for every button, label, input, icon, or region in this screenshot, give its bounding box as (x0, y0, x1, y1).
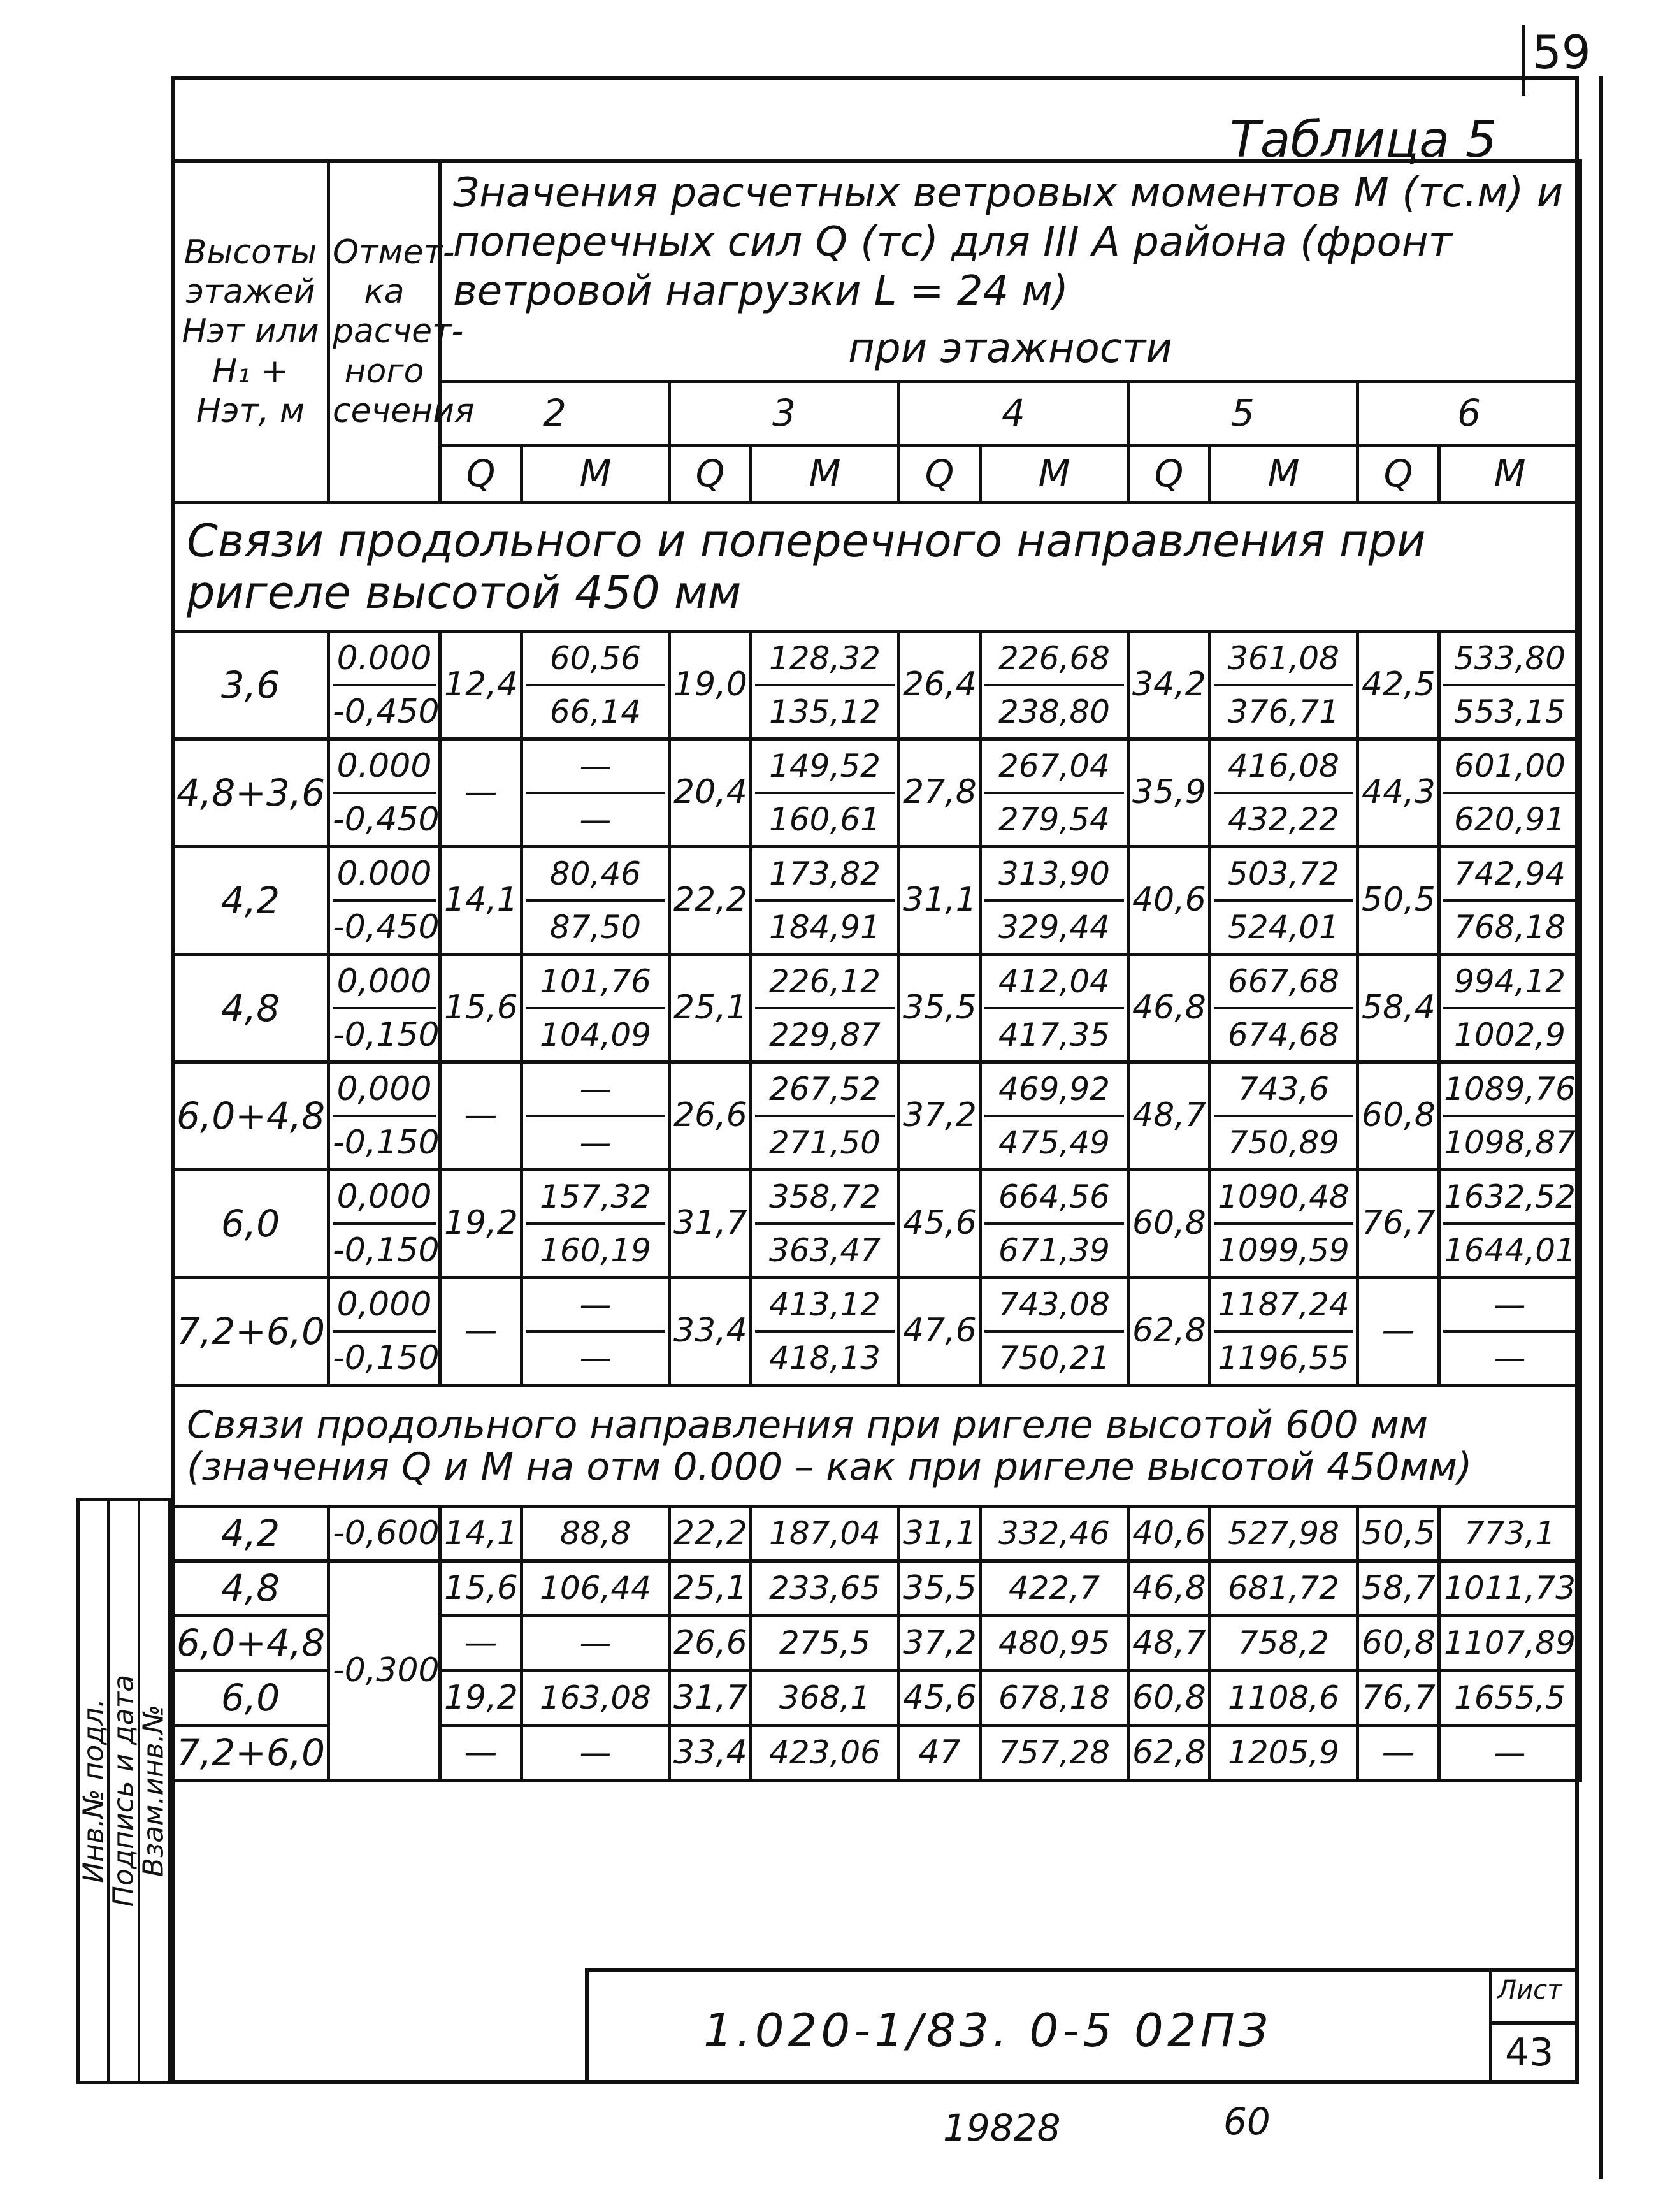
m-value-top: 226,68 (998, 640, 1110, 677)
m-value: 163,08 (522, 1671, 670, 1726)
height-cell: 6,0+4,8 (173, 1616, 329, 1671)
q-value: 58,4 (1358, 955, 1439, 1062)
m-value-top: 101,76 (540, 963, 651, 1001)
q-value: 35,9 (1128, 739, 1210, 847)
wind-load-table (171, 159, 1582, 1787)
level-cell (329, 1062, 440, 1170)
m-value-bottom: 620,91 (1443, 792, 1576, 845)
m-value: 332,46 (981, 1507, 1128, 1561)
m-value: 1011,73 (1439, 1561, 1581, 1616)
storey-6: 6 (1358, 382, 1581, 445)
m-value-pair (1439, 739, 1581, 847)
table-row (173, 739, 1581, 847)
m-value-top: 361,08 (1228, 640, 1339, 677)
m-value-bottom: 66,14 (526, 684, 665, 737)
q-value: 47,6 (899, 1278, 981, 1385)
m-value-pair (1439, 1062, 1581, 1170)
q-value: 12,4 (440, 632, 522, 739)
q-value: — (440, 739, 522, 847)
q-value: 44,3 (1358, 739, 1439, 847)
level-cell: -0,300 (329, 1561, 440, 1781)
m-value-pair (1210, 1062, 1358, 1170)
sheet-number: 43 (1505, 2030, 1554, 2075)
sheet-label: Лист (1497, 1976, 1562, 2005)
m-value-bottom: 475,49 (984, 1115, 1124, 1168)
m-value-pair (981, 1170, 1128, 1278)
m-value-bottom: 750,89 (1214, 1115, 1353, 1168)
m-value-top: 601,00 (1454, 748, 1566, 785)
q-value: 37,2 (899, 1062, 981, 1170)
q-value: 26,6 (670, 1062, 751, 1170)
q-value: 15,6 (440, 955, 522, 1062)
m-value-bottom: 1002,9 (1443, 1007, 1576, 1060)
m-value-bottom: 376,71 (1214, 684, 1353, 737)
m-value-pair (1210, 955, 1358, 1062)
level-top: 0,000 (336, 962, 432, 1001)
m-value-pair (1210, 1278, 1358, 1385)
m-value: 106,44 (522, 1561, 670, 1616)
m-value: 187,04 (751, 1507, 899, 1561)
m-value: — (1439, 1726, 1581, 1781)
q-value: 60,8 (1358, 1062, 1439, 1170)
m-value: 681,72 (1210, 1561, 1358, 1616)
m-value-top: 743,08 (998, 1286, 1110, 1324)
height-cell: 6,0 (173, 1170, 329, 1278)
section1-title: Связи продольного и поперечного направления при ригеле высотой 450 мм (173, 503, 1581, 632)
q-value: 37,2 (899, 1616, 981, 1671)
height-cell: 4,2 (173, 1507, 329, 1561)
m-value: 1655,5 (1439, 1671, 1581, 1726)
height-cell: 7,2+6,0 (173, 1278, 329, 1385)
height-cell: 4,8 (173, 1561, 329, 1616)
m-value-top: 226,12 (769, 963, 881, 1001)
m-value: 678,18 (981, 1671, 1128, 1726)
m-value-bottom: — (526, 1330, 665, 1384)
storey-3: 3 (670, 382, 899, 445)
m-value-top: 533,80 (1454, 640, 1566, 677)
title-stamp (585, 1968, 1579, 2084)
m-value-top: 1187,24 (1218, 1286, 1350, 1324)
m-value-pair (522, 739, 670, 847)
values-title-text: Значения расчетных ветровых моментов М (тс.м) и поперечных сил Q (тс) для III А района (фронт ветровой нагрузки L = 24 м) (453, 170, 1564, 315)
q-header: Q (1358, 445, 1439, 503)
q-value: — (1358, 1278, 1439, 1385)
header-values-title (440, 161, 1581, 382)
q-value: 31,7 (670, 1170, 751, 1278)
m-value-top: 412,04 (998, 963, 1110, 1001)
m-value-bottom: 279,54 (984, 792, 1124, 845)
sheet-box (1489, 1972, 1575, 2084)
m-header: M (751, 445, 899, 503)
m-value-pair (751, 1278, 899, 1385)
q-value: 40,6 (1128, 1507, 1210, 1561)
q-value: 19,0 (670, 632, 751, 739)
m-value-bottom: 160,19 (526, 1222, 665, 1276)
table-row (173, 1561, 1581, 1616)
m-value-bottom: 1196,55 (1214, 1330, 1353, 1384)
m-value: — (522, 1726, 670, 1781)
m-value-top: 1632,52 (1444, 1178, 1576, 1216)
m-value-top: — (579, 1286, 612, 1324)
m-value-bottom: — (526, 1115, 665, 1168)
m-value-top: — (1494, 1286, 1526, 1324)
m-value: 1107,89 (1439, 1616, 1581, 1671)
q-value: 31,1 (899, 1507, 981, 1561)
level-top: 0,000 (336, 1285, 432, 1324)
m-value-pair (1439, 1170, 1581, 1278)
m-value-bottom: 87,50 (526, 899, 665, 953)
m-value-pair (751, 955, 899, 1062)
level-cell (329, 739, 440, 847)
m-value-top: 60,56 (549, 640, 642, 677)
q-value: 34,2 (1128, 632, 1210, 739)
q-value: — (440, 1062, 522, 1170)
m-value-pair (522, 1278, 670, 1385)
m-value-pair (981, 1278, 1128, 1385)
m-value-bottom: 553,15 (1443, 684, 1576, 737)
m-value-top: — (579, 748, 612, 785)
m-value: 773,1 (1439, 1507, 1581, 1561)
q-value: 22,2 (670, 1507, 751, 1561)
height-cell: 6,0+4,8 (173, 1062, 329, 1170)
table-row (173, 1507, 1581, 1561)
q-header: Q (899, 445, 981, 503)
q-value: 76,7 (1358, 1671, 1439, 1726)
m-value-bottom: — (526, 792, 665, 845)
level-cell (329, 847, 440, 955)
q-value: 60,8 (1128, 1170, 1210, 1278)
level-bottom: -0,150 (333, 1330, 436, 1384)
table-row (173, 1278, 1581, 1385)
footer-left-number: 19828 (943, 2106, 1061, 2150)
m-value-pair (522, 955, 670, 1062)
m-value-pair (1210, 632, 1358, 739)
m-value-top: 742,94 (1454, 855, 1566, 893)
m-value-bottom: 1098,87 (1443, 1115, 1576, 1168)
q-value: 46,8 (1128, 955, 1210, 1062)
q-header: Q (1128, 445, 1210, 503)
q-value: 45,6 (899, 1671, 981, 1726)
header-level: Отмет- ка расчет- ного сечения (329, 161, 440, 503)
table-row (173, 632, 1581, 739)
m-header: M (1210, 445, 1358, 503)
m-value-bottom: 271,50 (755, 1115, 895, 1168)
section2-title: Связи продольного направления при ригеле высотой 600 мм (значения Q и M на отм 0.000 – как при ригеле высотой 450мм) (173, 1385, 1581, 1507)
q-value: 20,4 (670, 739, 751, 847)
q-value: 40,6 (1128, 847, 1210, 955)
q-value: 14,1 (440, 1507, 522, 1561)
m-value-top: 664,56 (998, 1178, 1110, 1216)
height-cell: 3,6 (173, 632, 329, 739)
m-header: M (981, 445, 1128, 503)
level-top: 0,000 (336, 1178, 432, 1217)
m-value-bottom: 238,80 (984, 684, 1124, 737)
level-bottom: -0,450 (333, 684, 436, 737)
m-value-pair (751, 632, 899, 739)
q-value: 31,1 (899, 847, 981, 955)
header-height: Высоты этажей Нэт или Н₁ + Нэт, м (173, 161, 329, 503)
table-row (173, 1170, 1581, 1278)
m-value-pair (981, 955, 1128, 1062)
q-value: 46,8 (1128, 1561, 1210, 1616)
level-bottom: -0,150 (333, 1222, 436, 1276)
m-value-top: 1090,48 (1218, 1178, 1350, 1216)
q-value: 14,1 (440, 847, 522, 955)
m-value-pair (522, 847, 670, 955)
level-top: 0.000 (336, 747, 432, 786)
m-value-bottom: 671,39 (984, 1222, 1124, 1276)
sheet-divider (1492, 2021, 1575, 2025)
q-value: 45,6 (899, 1170, 981, 1278)
m-value-bottom: 674,68 (1214, 1007, 1353, 1060)
right-margin-rule (1599, 76, 1603, 2179)
m-value-bottom: 184,91 (755, 899, 895, 953)
table-title: Таблица 5 (1230, 112, 1497, 169)
m-value-bottom: 750,21 (984, 1330, 1124, 1384)
level-cell (329, 632, 440, 739)
level-cell (329, 1278, 440, 1385)
m-value-top: 416,08 (1228, 748, 1339, 785)
q-value: 35,5 (899, 955, 981, 1062)
m-value-pair (1210, 847, 1358, 955)
q-value: 50,5 (1358, 1507, 1439, 1561)
m-value-bottom: 417,35 (984, 1007, 1124, 1060)
m-value-top: 267,52 (769, 1071, 881, 1108)
m-value-top: 358,72 (769, 1178, 881, 1216)
level-bottom: -0,450 (333, 899, 436, 953)
q-value: 60,8 (1358, 1616, 1439, 1671)
page-number: 59 (1532, 25, 1591, 79)
q-value: 62,8 (1128, 1726, 1210, 1781)
m-value: 233,65 (751, 1561, 899, 1616)
m-value-bottom: 768,18 (1443, 899, 1576, 953)
m-value-bottom: 432,22 (1214, 792, 1353, 845)
q-value: 22,2 (670, 847, 751, 955)
m-value-bottom: 104,09 (526, 1007, 665, 1060)
level-top: 0,000 (336, 1070, 432, 1109)
q-value: 62,8 (1128, 1278, 1210, 1385)
m-value-top: 743,6 (1237, 1071, 1330, 1108)
m-value-pair (981, 847, 1128, 955)
m-value-bottom: 524,01 (1214, 899, 1353, 953)
q-value: 33,4 (670, 1278, 751, 1385)
q-value: 76,7 (1358, 1170, 1439, 1278)
m-value-top: 157,32 (540, 1178, 651, 1216)
q-value: — (1358, 1726, 1439, 1781)
m-value-pair (751, 1170, 899, 1278)
q-value: — (440, 1616, 522, 1671)
side-cell-replace: Взам.инв.№ (137, 1704, 170, 1877)
storey-5: 5 (1128, 382, 1358, 445)
m-value-top: 173,82 (769, 855, 881, 893)
q-value: 26,4 (899, 632, 981, 739)
q-value: 19,2 (440, 1671, 522, 1726)
q-value: 42,5 (1358, 632, 1439, 739)
m-value: — (522, 1616, 670, 1671)
m-header: M (522, 445, 670, 503)
m-value-top: — (579, 1071, 612, 1108)
document-code: 1.020-1/83. 0-5 02ПЗ (703, 2004, 1272, 2057)
m-value-top: 128,32 (769, 640, 881, 677)
m-value: 1205,9 (1210, 1726, 1358, 1781)
m-value-top: 149,52 (769, 748, 881, 785)
footer-right-number: 60 (1223, 2100, 1271, 2143)
level-bottom: -0,150 (333, 1007, 436, 1060)
m-header: M (1439, 445, 1581, 503)
m-value-top: 667,68 (1228, 963, 1339, 1001)
level-cell: -0,600 (329, 1507, 440, 1561)
table-row (173, 1062, 1581, 1170)
m-value-bottom: 329,44 (984, 899, 1124, 953)
m-value-pair (981, 739, 1128, 847)
m-value: 368,1 (751, 1671, 899, 1726)
m-value-bottom: — (1443, 1330, 1576, 1384)
m-value-pair (522, 1062, 670, 1170)
m-value-top: 80,46 (549, 855, 642, 893)
m-value-bottom: 1644,01 (1443, 1222, 1576, 1276)
m-value: 1108,6 (1210, 1671, 1358, 1726)
q-value: 47 (899, 1726, 981, 1781)
q-value: 33,4 (670, 1726, 751, 1781)
side-cell-sign: Подпись и дата (110, 1501, 140, 2081)
m-value-pair (1439, 847, 1581, 955)
m-value-pair (981, 1062, 1128, 1170)
height-cell: 6,0 (173, 1671, 329, 1726)
q-header: Q (440, 445, 522, 503)
side-cell-inv: Инв.№ подл. (80, 1501, 110, 2081)
q-value: — (440, 1278, 522, 1385)
m-value-bottom: 229,87 (755, 1007, 895, 1060)
level-cell (329, 1170, 440, 1278)
q-value: 48,7 (1128, 1616, 1210, 1671)
q-value: 25,1 (670, 955, 751, 1062)
m-value: 527,98 (1210, 1507, 1358, 1561)
m-value-top: 413,12 (769, 1286, 881, 1324)
height-cell: 4,8+3,6 (173, 739, 329, 847)
q-value: 48,7 (1128, 1062, 1210, 1170)
storey-4: 4 (899, 382, 1128, 445)
m-value: 757,28 (981, 1726, 1128, 1781)
m-value-bottom: 363,47 (755, 1222, 895, 1276)
m-value: 88,8 (522, 1507, 670, 1561)
q-value: 27,8 (899, 739, 981, 847)
m-value-pair (981, 632, 1128, 739)
m-value-bottom: 418,13 (755, 1330, 895, 1384)
m-value-pair (1439, 632, 1581, 739)
height-cell: 4,8 (173, 955, 329, 1062)
m-value-bottom: 135,12 (755, 684, 895, 737)
m-value-top: 1089,76 (1444, 1071, 1576, 1108)
m-value-top: 994,12 (1454, 963, 1566, 1001)
m-value-pair (751, 847, 899, 955)
table-row (173, 847, 1581, 955)
height-cell: 4,2 (173, 847, 329, 955)
m-value: 422,7 (981, 1561, 1128, 1616)
q-value: 19,2 (440, 1170, 522, 1278)
m-value-top: 313,90 (998, 855, 1110, 893)
m-value-pair (1439, 955, 1581, 1062)
level-bottom: -0,150 (333, 1115, 436, 1168)
m-value-pair (522, 1170, 670, 1278)
m-value-top: 469,92 (998, 1071, 1110, 1108)
q-header: Q (670, 445, 751, 503)
q-value: — (440, 1726, 522, 1781)
m-value: 423,06 (751, 1726, 899, 1781)
m-value-pair (751, 1062, 899, 1170)
q-value: 60,8 (1128, 1671, 1210, 1726)
m-value-pair (1439, 1278, 1581, 1385)
storeys-label: при этажности (848, 325, 1172, 373)
m-value-top: 503,72 (1228, 855, 1339, 893)
level-top: 0.000 (336, 639, 432, 678)
storey-2: 2 (440, 382, 670, 445)
m-value-pair (522, 632, 670, 739)
q-value: 26,6 (670, 1616, 751, 1671)
q-value: 15,6 (440, 1561, 522, 1616)
q-value: 50,5 (1358, 847, 1439, 955)
height-cell: 7,2+6,0 (173, 1726, 329, 1781)
m-value-bottom: 160,61 (755, 792, 895, 845)
m-value-pair (751, 739, 899, 847)
level-top: 0.000 (336, 855, 432, 893)
m-value-top: 267,04 (998, 748, 1110, 785)
q-value: 58,7 (1358, 1561, 1439, 1616)
m-value: 480,95 (981, 1616, 1128, 1671)
m-value: 758,2 (1210, 1616, 1358, 1671)
table-row (173, 955, 1581, 1062)
q-value: 35,5 (899, 1561, 981, 1616)
q-value: 31,7 (670, 1671, 751, 1726)
m-value-pair (1210, 1170, 1358, 1278)
m-value-pair (1210, 739, 1358, 847)
side-strip (76, 1498, 171, 2084)
q-value: 25,1 (670, 1561, 751, 1616)
level-bottom: -0,450 (333, 792, 436, 845)
level-cell (329, 955, 440, 1062)
m-value: 275,5 (751, 1616, 899, 1671)
m-value-bottom: 1099,59 (1214, 1222, 1353, 1276)
